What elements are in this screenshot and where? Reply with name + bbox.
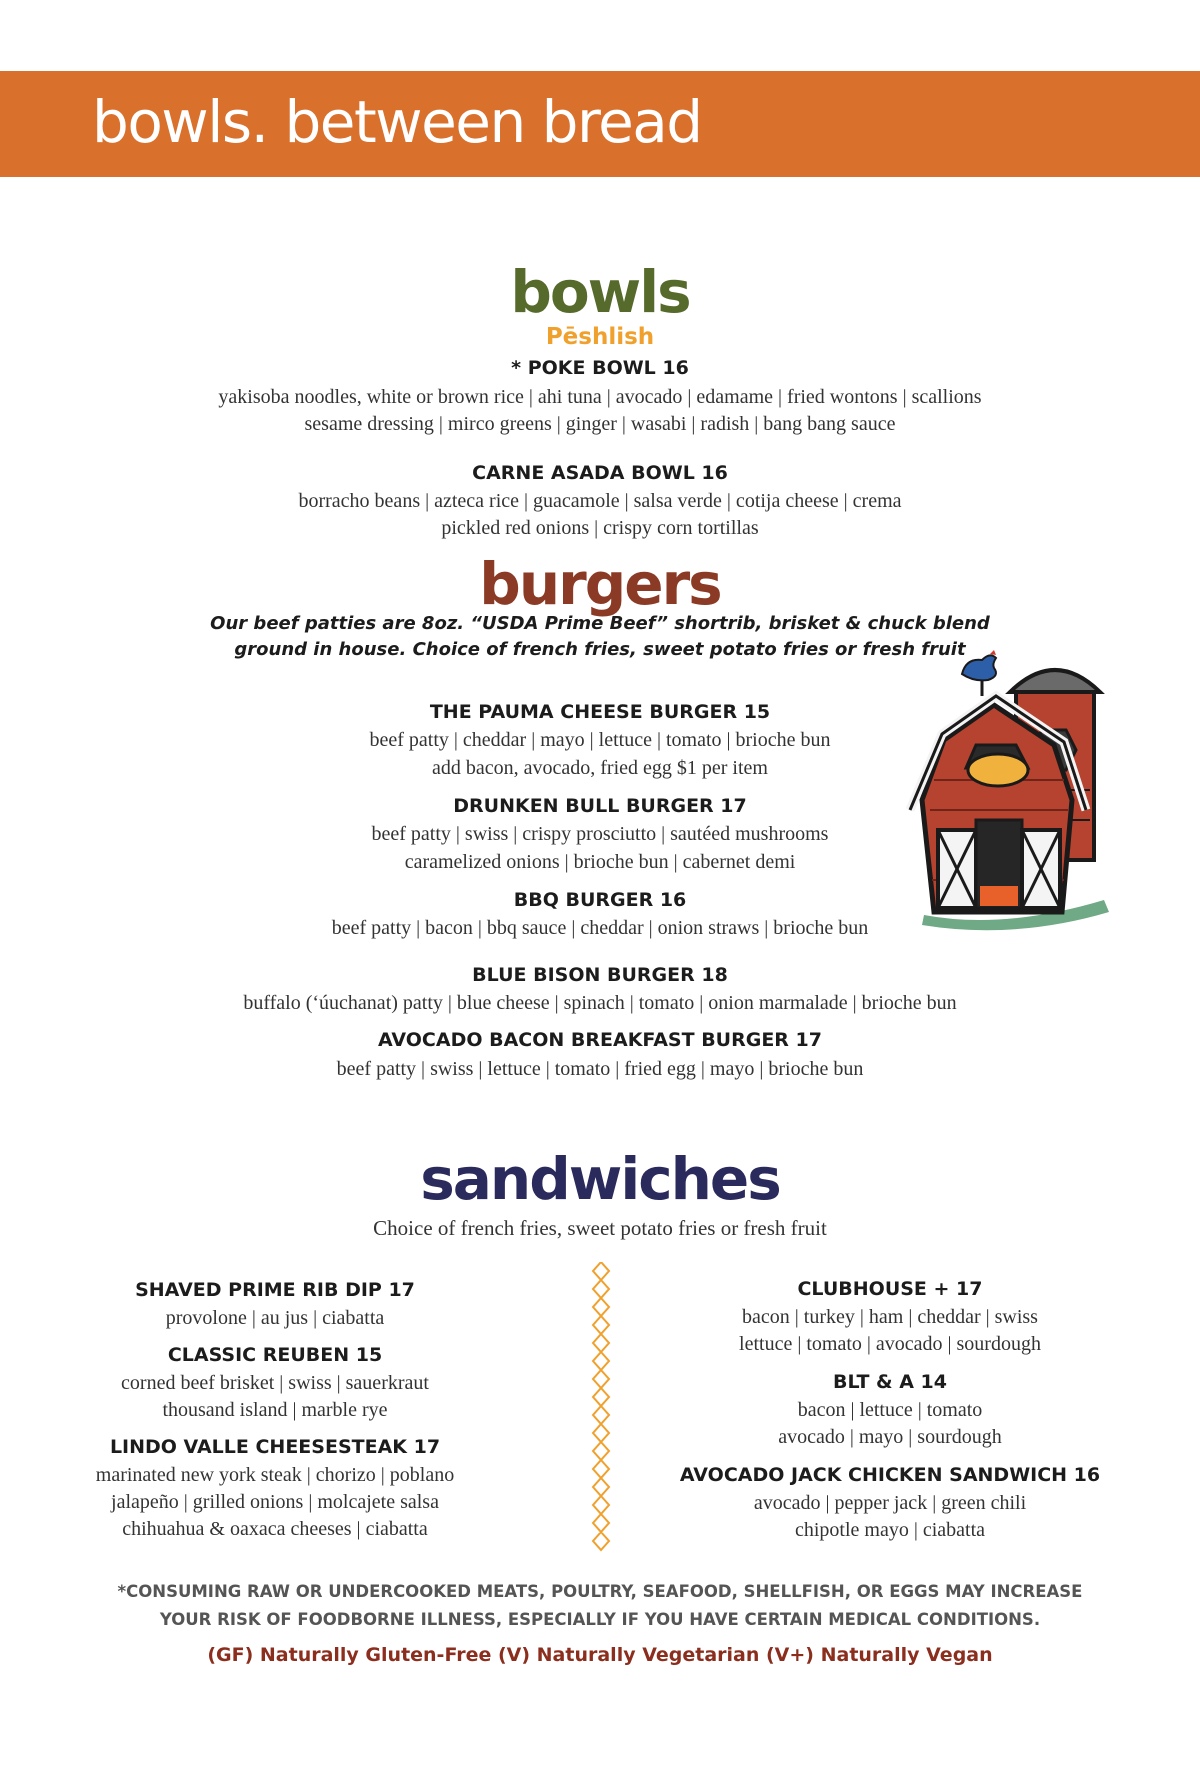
clubhouse-desc-2: lettuce | tomato | avocado | sourdough bbox=[739, 1333, 1041, 1355]
blue-bison-burger-desc-1: buffalo (‘úuchanat) patty | blue cheese | spinach | tomato | onion marmalade | brioche bun bbox=[243, 992, 957, 1014]
avocado-jack-chicken-sandwich-desc-2: chipotle mayo | ciabatta bbox=[794, 1519, 986, 1541]
pauma-cheese-burger-desc-2: add bacon, avocado, fried egg $1 per item bbox=[432, 757, 768, 779]
lindo-valle-cheesesteak-desc-3: chihuahua & oaxaca cheeses | ciabatta bbox=[122, 1518, 428, 1540]
dietary-legend: (GF) Naturally Gluten-Free (V) Naturally Vegetarian (V+) Naturally Vegan bbox=[207, 1644, 993, 1666]
classic-reuben-desc-2: thousand island | marble rye bbox=[162, 1399, 388, 1421]
lindo-valle-cheesesteak-desc-2: jalapeño | grilled onions | molcajete salsa bbox=[111, 1491, 439, 1513]
barn-illustration-icon bbox=[904, 650, 1119, 935]
burgers-note-1: Our beef patties are 8oz. “USDA Prime Beef” shortrib, brisket & chuck blend bbox=[210, 613, 990, 634]
avocado-bacon-breakfast-burger-desc-1: beef patty | swiss | lettuce | tomato | fried egg | mayo | brioche bun bbox=[336, 1058, 864, 1080]
bbq-burger-name: BBQ BURGER 16 bbox=[513, 889, 687, 911]
clubhouse-name: CLUBHOUSE + 17 bbox=[797, 1278, 983, 1300]
carne-asada-bowl-name: CARNE ASADA BOWL 16 bbox=[472, 462, 728, 484]
pauma-cheese-burger-desc-1: beef patty | cheddar | mayo | lettuce | tomato | brioche bun bbox=[369, 729, 831, 751]
burgers-section-title: burgers bbox=[479, 550, 721, 618]
classic-reuben-name: CLASSIC REUBEN 15 bbox=[167, 1344, 383, 1366]
burgers-note-2: ground in house. Choice of french fries, sweet potato fries or fresh fruit bbox=[234, 639, 966, 660]
diamond-chain-divider-icon bbox=[589, 1262, 613, 1562]
avocado-jack-chicken-sandwich-desc-1: avocado | pepper jack | green chili bbox=[753, 1492, 1027, 1514]
page-title: bowls. between bread bbox=[92, 88, 702, 156]
bowls-section-title: bowls bbox=[510, 258, 690, 326]
lindo-valle-cheesesteak-name: LINDO VALLE CHEESESTEAK 17 bbox=[109, 1436, 441, 1458]
drunken-bull-burger-desc-2: caramelized onions | brioche bun | cabernet demi bbox=[404, 851, 796, 873]
poke-bowl-desc-1: yakisoba noodles, white or brown rice | ahi tuna | avocado | edamame | fried wontons | scallions bbox=[218, 386, 982, 408]
raw-food-warning-2: YOUR RISK OF FOODBORNE ILLNESS, ESPECIALLY IF YOU HAVE CERTAIN MEDICAL CONDITIONS. bbox=[159, 1610, 1041, 1629]
sandwiches-section-title: sandwiches bbox=[420, 1145, 780, 1213]
shaved-prime-rib-dip-name: SHAVED PRIME RIB DIP 17 bbox=[135, 1279, 415, 1301]
drunken-bull-burger-desc-1: beef patty | swiss | crispy prosciutto | sautéed mushrooms bbox=[371, 823, 829, 845]
sandwiches-note: Choice of french fries, sweet potato fries or fresh fruit bbox=[373, 1216, 827, 1240]
poke-bowl-desc-2: sesame dressing | mirco greens | ginger | wasabi | radish | bang bang sauce bbox=[304, 413, 896, 435]
blue-bison-burger-name: BLUE BISON BURGER 18 bbox=[472, 964, 728, 986]
clubhouse-desc-1: bacon | turkey | ham | cheddar | swiss bbox=[742, 1306, 1038, 1328]
blt-a-name: BLT & A 14 bbox=[833, 1371, 947, 1393]
poke-bowl-name: * POKE BOWL 16 bbox=[511, 357, 689, 379]
lindo-valle-cheesesteak-desc-1: marinated new york steak | chorizo | poblano bbox=[95, 1464, 455, 1486]
pauma-cheese-burger-name: THE PAUMA CHEESE BURGER 15 bbox=[429, 701, 771, 723]
bbq-burger-desc-1: beef patty | bacon | bbq sauce | cheddar | onion straws | brioche bun bbox=[331, 917, 869, 939]
drunken-bull-burger-name: DRUNKEN BULL BURGER 17 bbox=[453, 795, 747, 817]
classic-reuben-desc-1: corned beef brisket | swiss | sauerkraut bbox=[121, 1372, 429, 1394]
raw-food-warning-1: *CONSUMING RAW OR UNDERCOOKED MEATS, POULTRY, SEAFOOD, SHELLFISH, OR EGGS MAY INCREASE bbox=[117, 1582, 1083, 1601]
carne-asada-bowl-desc-2: pickled red onions | crispy corn tortillas bbox=[441, 517, 759, 539]
avocado-jack-chicken-sandwich-name: AVOCADO JACK CHICKEN SANDWICH 16 bbox=[679, 1464, 1101, 1486]
carne-asada-bowl-desc-1: borracho beans | azteca rice | guacamole | salsa verde | cotija cheese | crema bbox=[298, 490, 902, 512]
avocado-bacon-breakfast-burger-name: AVOCADO BACON BREAKFAST BURGER 17 bbox=[377, 1029, 822, 1051]
shaved-prime-rib-dip-desc-1: provolone | au jus | ciabatta bbox=[165, 1307, 385, 1329]
blt-a-desc-1: bacon | lettuce | tomato bbox=[797, 1399, 983, 1421]
bowls-subtitle: Pēshlish bbox=[545, 324, 655, 350]
blt-a-desc-2: avocado | mayo | sourdough bbox=[778, 1426, 1002, 1448]
